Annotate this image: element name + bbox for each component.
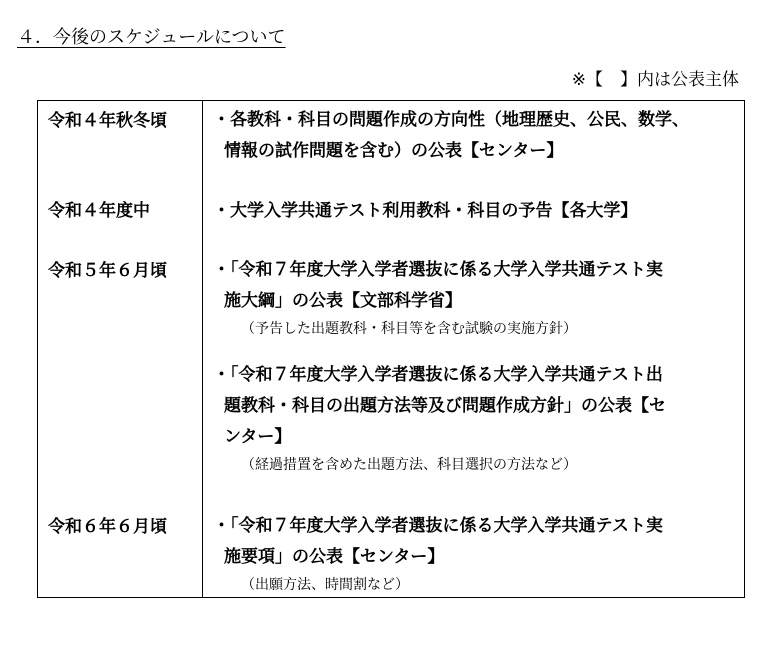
column-divider [202,101,203,597]
row-date: 令和４年秋冬頃 [48,111,167,131]
row-item [213,105,743,167]
schedule-table [37,100,745,598]
item-note: （予告した出題教科・科目等を含む試験の実施方針） [241,321,577,337]
item-line: 情報の試作問題を含む）の公表【センター】 [224,141,564,161]
row-date: 令和５年６月頃 [48,261,167,281]
row-item [213,255,743,339]
row-date: 令和６年６月頃 [48,517,167,537]
section-heading: ４．今後のスケジュールについて [17,27,286,48]
item-line: 施大綱」の公表【文部科学省】 [224,291,462,311]
item-line: 題教科・科目の出題方法等及び問題作成方針」の公表【セ [224,396,666,416]
item-note: （出願方法、時間割など） [241,577,409,593]
row-date: 令和４年度中 [48,201,150,221]
row-item [213,511,743,595]
item-line: ・「令和７年度大学入学者選抜に係る大学入学共通テスト実 [213,516,663,536]
item-line: ・各教科・科目の問題作成の方向性（地理歴史、公民、数学、 [213,110,689,130]
item-line: ・「令和７年度大学入学者選抜に係る大学入学共通テスト出 [213,365,663,385]
item-line: ・大学入学共通テスト利用教科・科目の予告【各大学】 [213,201,638,221]
publisher-note: ※【 】内は公表主体 [571,70,739,90]
item-line: ンター】 [224,427,292,447]
item-line: 施要項」の公表【センター】 [224,547,445,567]
item-note: （経過措置を含めた出題方法、科目選択の方法など） [241,457,577,473]
row-item [213,196,743,227]
item-line: ・「令和７年度大学入学者選抜に係る大学入学共通テスト実 [213,260,663,280]
row-item [213,360,743,475]
